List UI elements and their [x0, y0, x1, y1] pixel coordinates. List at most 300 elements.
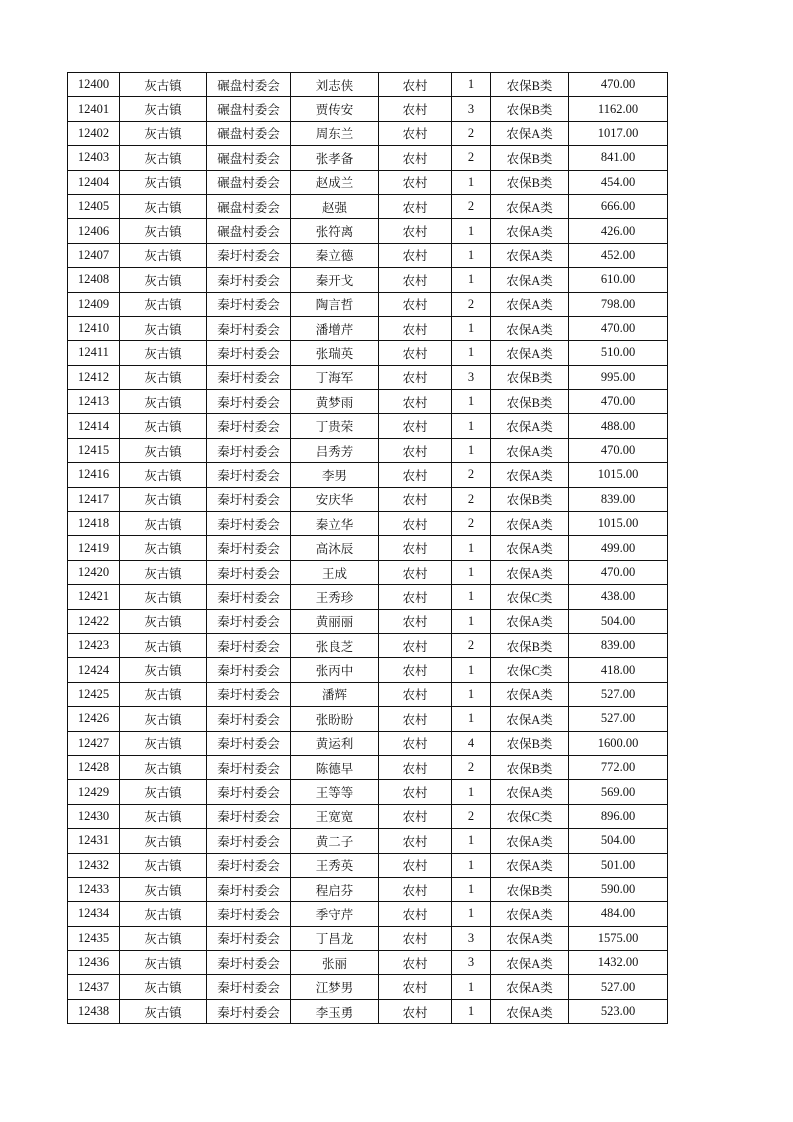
name-cell: 秦立华: [291, 512, 379, 536]
amount-cell: 1432.00: [569, 951, 668, 975]
village-cell: 秦圩村委会: [207, 487, 291, 511]
town-cell: 灰古镇: [120, 829, 207, 853]
household-count-cell: 1: [452, 268, 491, 292]
id-cell: 12431: [68, 829, 120, 853]
id-cell: 12402: [68, 121, 120, 145]
town-cell: 灰古镇: [120, 316, 207, 340]
town-cell: 灰古镇: [120, 390, 207, 414]
amount-cell: 1015.00: [569, 463, 668, 487]
household-count-cell: 1: [452, 341, 491, 365]
household-count-cell: 1: [452, 73, 491, 97]
town-cell: 灰古镇: [120, 902, 207, 926]
household-count-cell: 3: [452, 365, 491, 389]
table-row: [68, 755, 668, 779]
table-row: [68, 365, 668, 389]
area-type-cell: 农村: [379, 902, 452, 926]
name-cell: 张盼盼: [291, 707, 379, 731]
insurance-class-cell: 农保A类: [491, 926, 569, 950]
town-cell: 灰古镇: [120, 585, 207, 609]
village-cell: 秦圩村委会: [207, 902, 291, 926]
village-cell: 秦圩村委会: [207, 999, 291, 1023]
town-cell: 灰古镇: [120, 609, 207, 633]
name-cell: 安庆华: [291, 487, 379, 511]
id-cell: 12432: [68, 853, 120, 877]
name-cell: 陈德早: [291, 755, 379, 779]
table-row: [68, 926, 668, 950]
area-type-cell: 农村: [379, 73, 452, 97]
insurance-class-cell: 农保A类: [491, 853, 569, 877]
table-row: [68, 390, 668, 414]
amount-cell: 1575.00: [569, 926, 668, 950]
name-cell: 陶言哲: [291, 292, 379, 316]
household-count-cell: 3: [452, 926, 491, 950]
name-cell: 潘辉: [291, 682, 379, 706]
insurance-class-cell: 农保B类: [491, 487, 569, 511]
name-cell: 潘增芹: [291, 316, 379, 340]
village-cell: 秦圩村委会: [207, 877, 291, 901]
village-cell: 秦圩村委会: [207, 512, 291, 536]
id-cell: 12414: [68, 414, 120, 438]
id-cell: 12406: [68, 219, 120, 243]
insurance-class-cell: 农保A类: [491, 512, 569, 536]
table-row: [68, 121, 668, 145]
village-cell: 秦圩村委会: [207, 341, 291, 365]
town-cell: 灰古镇: [120, 755, 207, 779]
town-cell: 灰古镇: [120, 487, 207, 511]
insurance-class-cell: 农保A类: [491, 341, 569, 365]
id-cell: 12410: [68, 316, 120, 340]
household-count-cell: 1: [452, 829, 491, 853]
village-cell: 秦圩村委会: [207, 780, 291, 804]
town-cell: 灰古镇: [120, 243, 207, 267]
area-type-cell: 农村: [379, 170, 452, 194]
town-cell: 灰古镇: [120, 146, 207, 170]
village-cell: 碾盘村委会: [207, 97, 291, 121]
table-row: [68, 170, 668, 194]
table-row: [68, 609, 668, 633]
area-type-cell: 农村: [379, 877, 452, 901]
id-cell: 12422: [68, 609, 120, 633]
village-cell: 秦圩村委会: [207, 243, 291, 267]
amount-cell: 426.00: [569, 219, 668, 243]
id-cell: 12426: [68, 707, 120, 731]
village-cell: 秦圩村委会: [207, 707, 291, 731]
name-cell: 高沐辰: [291, 536, 379, 560]
amount-cell: 569.00: [569, 780, 668, 804]
insurance-class-cell: 农保C类: [491, 658, 569, 682]
area-type-cell: 农村: [379, 414, 452, 438]
insurance-class-cell: 农保B类: [491, 73, 569, 97]
id-cell: 12434: [68, 902, 120, 926]
name-cell: 王宽宽: [291, 804, 379, 828]
town-cell: 灰古镇: [120, 512, 207, 536]
insurance-class-cell: 农保B类: [491, 633, 569, 657]
amount-cell: 995.00: [569, 365, 668, 389]
id-cell: 12423: [68, 633, 120, 657]
area-type-cell: 农村: [379, 829, 452, 853]
town-cell: 灰古镇: [120, 463, 207, 487]
household-count-cell: 1: [452, 585, 491, 609]
id-cell: 12409: [68, 292, 120, 316]
area-type-cell: 农村: [379, 292, 452, 316]
id-cell: 12418: [68, 512, 120, 536]
amount-cell: 488.00: [569, 414, 668, 438]
id-cell: 12413: [68, 390, 120, 414]
town-cell: 灰古镇: [120, 560, 207, 584]
id-cell: 12401: [68, 97, 120, 121]
table-row: [68, 560, 668, 584]
town-cell: 灰古镇: [120, 438, 207, 462]
table-row: [68, 682, 668, 706]
town-cell: 灰古镇: [120, 999, 207, 1023]
town-cell: 灰古镇: [120, 97, 207, 121]
amount-cell: 527.00: [569, 707, 668, 731]
table-row: [68, 853, 668, 877]
id-cell: 12420: [68, 560, 120, 584]
amount-cell: 841.00: [569, 146, 668, 170]
name-cell: 王秀珍: [291, 585, 379, 609]
household-count-cell: 1: [452, 902, 491, 926]
name-cell: 贾传安: [291, 97, 379, 121]
town-cell: 灰古镇: [120, 170, 207, 194]
table-row: [68, 658, 668, 682]
table-row: [68, 633, 668, 657]
household-count-cell: 1: [452, 243, 491, 267]
insurance-class-cell: 农保A类: [491, 609, 569, 633]
name-cell: 张丽: [291, 951, 379, 975]
id-cell: 12411: [68, 341, 120, 365]
table-row: [68, 243, 668, 267]
household-count-cell: 1: [452, 853, 491, 877]
area-type-cell: 农村: [379, 219, 452, 243]
town-cell: 灰古镇: [120, 682, 207, 706]
amount-cell: 839.00: [569, 487, 668, 511]
insurance-class-cell: 农保A类: [491, 536, 569, 560]
household-count-cell: 1: [452, 682, 491, 706]
name-cell: 李男: [291, 463, 379, 487]
id-cell: 12405: [68, 194, 120, 218]
insurance-class-cell: 农保B类: [491, 731, 569, 755]
village-cell: 秦圩村委会: [207, 804, 291, 828]
area-type-cell: 农村: [379, 853, 452, 877]
area-type-cell: 农村: [379, 755, 452, 779]
household-count-cell: 1: [452, 170, 491, 194]
table-row: [68, 999, 668, 1023]
village-cell: 秦圩村委会: [207, 633, 291, 657]
town-cell: 灰古镇: [120, 633, 207, 657]
area-type-cell: 农村: [379, 731, 452, 755]
insurance-class-cell: 农保A类: [491, 292, 569, 316]
area-type-cell: 农村: [379, 536, 452, 560]
id-cell: 12400: [68, 73, 120, 97]
amount-cell: 1600.00: [569, 731, 668, 755]
amount-cell: 523.00: [569, 999, 668, 1023]
table-row: [68, 487, 668, 511]
insurance-class-cell: 农保B类: [491, 170, 569, 194]
area-type-cell: 农村: [379, 146, 452, 170]
amount-cell: 504.00: [569, 609, 668, 633]
area-type-cell: 农村: [379, 487, 452, 511]
area-type-cell: 农村: [379, 999, 452, 1023]
household-count-cell: 1: [452, 414, 491, 438]
amount-cell: 470.00: [569, 316, 668, 340]
amount-cell: 470.00: [569, 560, 668, 584]
insurance-class-cell: 农保C类: [491, 804, 569, 828]
village-cell: 秦圩村委会: [207, 658, 291, 682]
name-cell: 张良芝: [291, 633, 379, 657]
village-cell: 秦圩村委会: [207, 414, 291, 438]
id-cell: 12404: [68, 170, 120, 194]
area-type-cell: 农村: [379, 780, 452, 804]
id-cell: 12425: [68, 682, 120, 706]
insurance-class-cell: 农保C类: [491, 585, 569, 609]
name-cell: 黄运利: [291, 731, 379, 755]
town-cell: 灰古镇: [120, 975, 207, 999]
amount-cell: 527.00: [569, 682, 668, 706]
area-type-cell: 农村: [379, 585, 452, 609]
town-cell: 灰古镇: [120, 292, 207, 316]
area-type-cell: 农村: [379, 512, 452, 536]
name-cell: 王成: [291, 560, 379, 584]
town-cell: 灰古镇: [120, 73, 207, 97]
table-row: [68, 146, 668, 170]
table-row: [68, 877, 668, 901]
village-cell: 碾盘村委会: [207, 146, 291, 170]
town-cell: 灰古镇: [120, 268, 207, 292]
area-type-cell: 农村: [379, 682, 452, 706]
village-cell: 秦圩村委会: [207, 951, 291, 975]
area-type-cell: 农村: [379, 121, 452, 145]
amount-cell: 772.00: [569, 755, 668, 779]
village-cell: 秦圩村委会: [207, 365, 291, 389]
name-cell: 丁贵荣: [291, 414, 379, 438]
household-count-cell: 2: [452, 292, 491, 316]
table-row: [68, 951, 668, 975]
name-cell: 黄梦雨: [291, 390, 379, 414]
village-cell: 秦圩村委会: [207, 390, 291, 414]
village-cell: 碾盘村委会: [207, 194, 291, 218]
area-type-cell: 农村: [379, 658, 452, 682]
household-count-cell: 1: [452, 536, 491, 560]
area-type-cell: 农村: [379, 975, 452, 999]
id-cell: 12424: [68, 658, 120, 682]
town-cell: 灰古镇: [120, 536, 207, 560]
village-cell: 秦圩村委会: [207, 926, 291, 950]
table-row: [68, 585, 668, 609]
table-row: [68, 536, 668, 560]
table-row: [68, 268, 668, 292]
id-cell: 12417: [68, 487, 120, 511]
insurance-class-cell: 农保A类: [491, 463, 569, 487]
amount-cell: 470.00: [569, 390, 668, 414]
area-type-cell: 农村: [379, 390, 452, 414]
insurance-class-cell: 农保B类: [491, 365, 569, 389]
household-count-cell: 2: [452, 755, 491, 779]
name-cell: 张孝备: [291, 146, 379, 170]
amount-cell: 438.00: [569, 585, 668, 609]
table-row: [68, 902, 668, 926]
id-cell: 12421: [68, 585, 120, 609]
household-count-cell: 2: [452, 512, 491, 536]
table-row: [68, 512, 668, 536]
village-cell: 秦圩村委会: [207, 829, 291, 853]
amount-cell: 666.00: [569, 194, 668, 218]
area-type-cell: 农村: [379, 560, 452, 584]
area-type-cell: 农村: [379, 707, 452, 731]
insurance-class-cell: 农保A类: [491, 707, 569, 731]
area-type-cell: 农村: [379, 268, 452, 292]
name-cell: 丁海军: [291, 365, 379, 389]
household-count-cell: 3: [452, 97, 491, 121]
name-cell: 王等等: [291, 780, 379, 804]
table-row: [68, 829, 668, 853]
household-count-cell: 2: [452, 633, 491, 657]
amount-cell: 504.00: [569, 829, 668, 853]
name-cell: 季守芹: [291, 902, 379, 926]
table-row: [68, 316, 668, 340]
amount-cell: 470.00: [569, 438, 668, 462]
household-count-cell: 1: [452, 975, 491, 999]
village-cell: 碾盘村委会: [207, 121, 291, 145]
amount-cell: 610.00: [569, 268, 668, 292]
insurance-class-cell: 农保A类: [491, 316, 569, 340]
insurance-class-cell: 农保A类: [491, 780, 569, 804]
amount-cell: 590.00: [569, 877, 668, 901]
name-cell: 吕秀芳: [291, 438, 379, 462]
amount-cell: 501.00: [569, 853, 668, 877]
name-cell: 丁昌龙: [291, 926, 379, 950]
amount-cell: 1015.00: [569, 512, 668, 536]
insurance-class-cell: 农保A类: [491, 682, 569, 706]
area-type-cell: 农村: [379, 341, 452, 365]
insurance-class-cell: 农保A类: [491, 121, 569, 145]
town-cell: 灰古镇: [120, 194, 207, 218]
amount-cell: 454.00: [569, 170, 668, 194]
id-cell: 12408: [68, 268, 120, 292]
household-count-cell: 1: [452, 707, 491, 731]
table-row: [68, 414, 668, 438]
town-cell: 灰古镇: [120, 658, 207, 682]
area-type-cell: 农村: [379, 194, 452, 218]
village-cell: 秦圩村委会: [207, 731, 291, 755]
household-count-cell: 2: [452, 146, 491, 170]
id-cell: 12428: [68, 755, 120, 779]
village-cell: 秦圩村委会: [207, 682, 291, 706]
area-type-cell: 农村: [379, 316, 452, 340]
area-type-cell: 农村: [379, 633, 452, 657]
village-cell: 秦圩村委会: [207, 853, 291, 877]
town-cell: 灰古镇: [120, 853, 207, 877]
household-count-cell: 1: [452, 999, 491, 1023]
amount-cell: 484.00: [569, 902, 668, 926]
village-cell: 秦圩村委会: [207, 585, 291, 609]
area-type-cell: 农村: [379, 243, 452, 267]
amount-cell: 452.00: [569, 243, 668, 267]
town-cell: 灰古镇: [120, 219, 207, 243]
household-count-cell: 4: [452, 731, 491, 755]
id-cell: 12435: [68, 926, 120, 950]
town-cell: 灰古镇: [120, 951, 207, 975]
amount-cell: 798.00: [569, 292, 668, 316]
amount-cell: 839.00: [569, 633, 668, 657]
household-count-cell: 1: [452, 609, 491, 633]
household-count-cell: 1: [452, 780, 491, 804]
amount-cell: 1017.00: [569, 121, 668, 145]
village-cell: 秦圩村委会: [207, 292, 291, 316]
amount-cell: 510.00: [569, 341, 668, 365]
name-cell: 张丙中: [291, 658, 379, 682]
table-row: [68, 438, 668, 462]
amount-cell: 418.00: [569, 658, 668, 682]
id-cell: 12419: [68, 536, 120, 560]
name-cell: 秦开戈: [291, 268, 379, 292]
insurance-class-cell: 农保A类: [491, 999, 569, 1023]
village-cell: 秦圩村委会: [207, 609, 291, 633]
id-cell: 12430: [68, 804, 120, 828]
name-cell: 赵成兰: [291, 170, 379, 194]
name-cell: 江梦男: [291, 975, 379, 999]
area-type-cell: 农村: [379, 926, 452, 950]
insurance-class-cell: 农保A类: [491, 268, 569, 292]
household-count-cell: 1: [452, 316, 491, 340]
insurance-class-cell: 农保A类: [491, 243, 569, 267]
village-cell: 秦圩村委会: [207, 560, 291, 584]
id-cell: 12403: [68, 146, 120, 170]
household-count-cell: 2: [452, 463, 491, 487]
name-cell: 秦立德: [291, 243, 379, 267]
village-cell: 秦圩村委会: [207, 438, 291, 462]
id-cell: 12407: [68, 243, 120, 267]
table-row: [68, 97, 668, 121]
village-cell: 秦圩村委会: [207, 268, 291, 292]
insurance-class-cell: 农保A类: [491, 902, 569, 926]
area-type-cell: 农村: [379, 804, 452, 828]
household-count-cell: 2: [452, 194, 491, 218]
table-row: [68, 707, 668, 731]
table-row: [68, 341, 668, 365]
area-type-cell: 农村: [379, 97, 452, 121]
area-type-cell: 农村: [379, 609, 452, 633]
town-cell: 灰古镇: [120, 121, 207, 145]
area-type-cell: 农村: [379, 463, 452, 487]
insurance-class-cell: 农保B类: [491, 97, 569, 121]
household-count-cell: 3: [452, 951, 491, 975]
village-cell: 秦圩村委会: [207, 536, 291, 560]
insurance-class-cell: 农保A类: [491, 414, 569, 438]
id-cell: 12438: [68, 999, 120, 1023]
id-cell: 12433: [68, 877, 120, 901]
village-cell: 秦圩村委会: [207, 316, 291, 340]
town-cell: 灰古镇: [120, 707, 207, 731]
insurance-class-cell: 农保A类: [491, 219, 569, 243]
town-cell: 灰古镇: [120, 877, 207, 901]
town-cell: 灰古镇: [120, 365, 207, 389]
insurance-class-cell: 农保A类: [491, 829, 569, 853]
name-cell: 王秀英: [291, 853, 379, 877]
village-cell: 秦圩村委会: [207, 975, 291, 999]
table-row: [68, 804, 668, 828]
town-cell: 灰古镇: [120, 780, 207, 804]
amount-cell: 896.00: [569, 804, 668, 828]
insurance-class-cell: 农保B类: [491, 877, 569, 901]
name-cell: 赵强: [291, 194, 379, 218]
table-row: [68, 219, 668, 243]
insurance-class-cell: 农保B类: [491, 755, 569, 779]
household-count-cell: 1: [452, 438, 491, 462]
household-count-cell: 1: [452, 877, 491, 901]
village-cell: 碾盘村委会: [207, 73, 291, 97]
table-row: [68, 463, 668, 487]
